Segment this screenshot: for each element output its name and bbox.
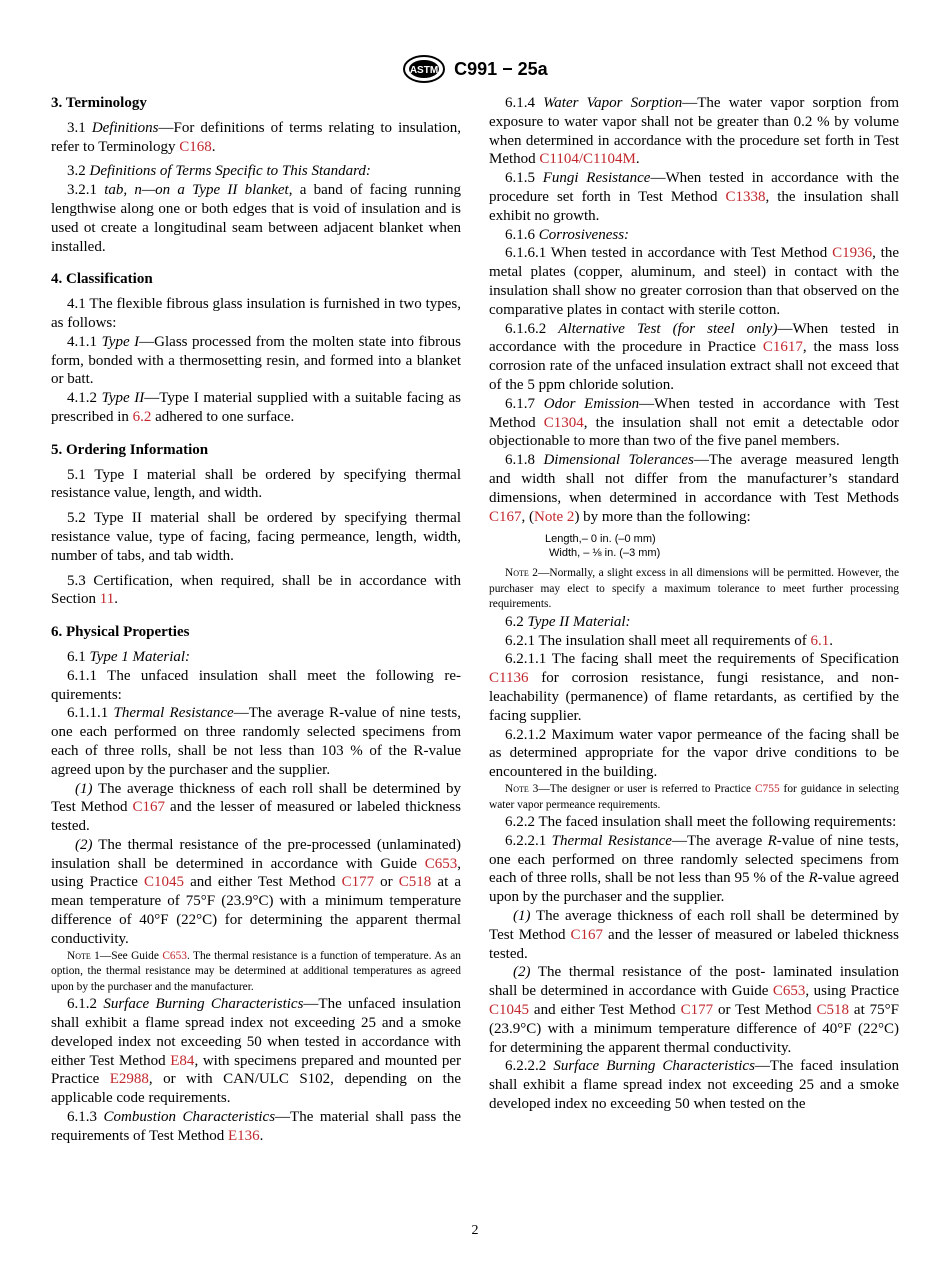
ref-e2988-link[interactable]: E2988 [109, 1071, 149, 1088]
para-6-1-4: 6.1.4 Water Vapor Sorption—The water vapor sorption from exposure to water vapor shall not be greater than 0.2 % by volume when determined in accordance with the procedure set forth in Test Method C1104/C1104M. [489, 95, 899, 168]
ref-c167-faced-link[interactable]: C167 [570, 926, 604, 943]
para-3-2-1: 3.2.1 tab, n—on a Type II blanket, a band of facing running lengthwise along one or both edges that is void of insulation and is used ot create a longitudinal seam between adjacent blanket when installed. [51, 182, 462, 255]
note-3: Note 3—The designer or user is referred to Practice C755 for guidance in selecting water vapor permeance requirements. [489, 783, 899, 811]
page-number: 2 [471, 1223, 479, 1238]
ref-c1304-link[interactable]: C1304 [543, 414, 584, 431]
para-6-2-2-2: 6.2.2.2 Surface Burning Characteristics—The faced insulation shall exhibit a flame spread index not exceeding 25 and a smoke developed index no exceeding 50 when tested on the [489, 1058, 899, 1112]
para-3-1: 3.1 Definitions—For definitions of terms relating to insulation, refer to Terminology C168. [51, 119, 462, 155]
para-6-2-2-1-item-2: (2) The thermal resistance of the post- laminated insulation shall be determined in accordance with Guide C653, using Practice C1045 and either Test Method C177 or Test Method C518 at 75°F (23.9°C) with a minimum temperature difference of 40°F (22°C) for determining the apparent thermal conductivity. [489, 964, 899, 1056]
document-id: C991 − 25a [454, 58, 548, 79]
ref-c1338-link[interactable]: C1338 [725, 188, 766, 205]
ref-c1045-faced-link[interactable]: C1045 [489, 1001, 530, 1018]
para-4-1-2: 4.1.2 Type II—Type I material supplied with a suitable facing as prescribed in 6.2 adhered to one surface. [51, 390, 461, 425]
para-4-1-1: 4.1.1 Type I—Glass processed from the molten state into fibrous form, bonded with a thermosetting resin, and formed into a blanket or batt. [51, 333, 462, 388]
para-6-1-2: 6.1.2 Surface Burning Characteristics—The unfaced insulation shall exhibit a flame spread index not exceeding 25 and a smoke developed index not exceeding 50 when tested in accordance with either Test Method E84, with specimens prepared and mounted per Practice E2988, or with CAN/ULC S102, depending on the applicable code requirements. [51, 996, 461, 1107]
para-5-1: 5.1 Type I material shall be ordered by specifying thermal resistance value, length, and width. [51, 466, 461, 502]
ref-note-2-link[interactable]: Note 2 [534, 508, 575, 525]
para-6-1-3: 6.1.3 Combustion Characteristics—The material shall pass the requirements of Test Method E136. [51, 1108, 461, 1144]
para-6-1-1-1: 6.1.1.1 Thermal Resistance—The average R-value of nine tests, one each performed on three randomly selected specimens from each of three rolls, shall be not less than 103 % of the R-value agreed upon by the purchaser and the supplier. [51, 705, 462, 778]
ref-6-1-link[interactable]: 6.1 [810, 632, 830, 649]
para-5-3: 5.3 Certification, when required, shall be in accordance with Section 11. [51, 572, 461, 608]
para-5-2: 5.2 Type II material shall be ordered by specifying thermal resistance value, type of facing, facing permeance, length, width, number of tabs, and tab width. [51, 510, 461, 564]
note-2: Note 2—Normally, a slight excess in all dimensions will be permitted. However, the purchaser may elect to specify a maximum tolerance to meet further processing requirements. [489, 567, 899, 611]
para-6-2-2: 6.2.2 The faced insulation shall meet the following requirements: [505, 814, 897, 830]
para-6-1-5: 6.1.5 Fungi Resistance—When tested in accordance with the procedure set forth in Test Method C1338, the insulation shall exhibit no growth. [489, 170, 900, 224]
ref-c653-link[interactable]: C653 [424, 855, 458, 872]
svg-text:ASTM: ASTM [410, 65, 439, 76]
para-6-1-6-1: 6.1.6.1 When tested in accordance with Test Method C1936, the metal plates (copper, aluminum, and steel) in contact with the insulation shall show no greater corrosion than that observed on the comparative plates in contact with sterile cotton. [489, 245, 899, 318]
para-6-2-1-2: 6.2.1.2 Maximum water vapor permeance of the facing shall be as determined appropriate for the vapor drive conditions to be encountered in the building. [489, 726, 899, 781]
para-6-1-1-1-item-2: (2) The thermal resistance of the pre-processed (unlaminated) insulation shall be determined in accordance with Guide C653, using Practice C1045 and either Test Method C177 or C518 at a mean temperature of 75°F (23.9°C) with a minimum temperature difference of 40°F (22°C) for determining the apparent thermal conductivity. [51, 836, 462, 947]
ref-section-11-link[interactable]: 11 [99, 591, 115, 608]
ref-c167-link[interactable]: C167 [132, 799, 166, 816]
ref-c1104-link[interactable]: C1104/C1104M [539, 151, 636, 168]
para-3-2: 3.2 Definitions of Terms Specific to This Standard: [67, 163, 371, 180]
right-column [489, 94, 899, 1114]
para-6-1-7: 6.1.7 Odor Emission—When tested in accordance with Test Method C1304, the insulation shall not emit a detectable odor objectionable to more than two of the five panel members. [489, 395, 899, 450]
para-6-1-6: 6.1.6 Corrosiveness: [505, 226, 630, 243]
ref-e84-link[interactable]: E84 [170, 1052, 195, 1069]
para-6-2-2-1-item-1: (1) The average thickness of each roll shall be determined by Test Method C167 and the lesser of measured or labeled thickness tested. [489, 907, 899, 962]
para-4-1: 4.1 The flexible fibrous glass insulation is furnished in two types, as follows: [51, 296, 461, 331]
left-column [51, 94, 461, 1146]
ref-c653-faced-link[interactable]: C653 [772, 983, 806, 1000]
ref-c1136-link[interactable]: C1136 [489, 670, 529, 687]
para-6-2-2-1: 6.2.2.1 Thermal Resistance—The average R-value of nine tests, one each performed on three randomly selected specimens from each of three rolls, shall be not less than 95 % of the R-value agreed upon by the purchaser and the supplier. [489, 832, 900, 906]
para-6-2: 6.2 Type II Material: [505, 613, 631, 630]
ref-c167-dim-link[interactable]: C167 [489, 508, 522, 525]
para-6-2-1: 6.2.1 The insulation shall meet all requirements of 6.1. [505, 632, 833, 649]
para-6-2-1-1: 6.2.1.1 The facing shall meet the requirements of Specification C1136 for corrosion resistance, fungi resistance, and non-leachability (permanence) of flame retardants, as certified by the facing supplier. [489, 651, 899, 724]
ref-c1936-link[interactable]: C1936 [832, 245, 873, 262]
note-1: Note 1—See Guide C653. The thermal resistance is a function of temperature. As an option, the thermal resistance may be determined at additional temperatures as agreed upon by the purchaser and the manufacturer. [51, 949, 461, 993]
ref-6-2-link[interactable]: 6.2 [132, 408, 152, 425]
tolerance-length: Length,– 0 in. (–0 mm) [545, 533, 656, 546]
tolerance-width: Width, – ⅛ in. (–3 mm) [549, 547, 661, 560]
ref-e136-link[interactable]: E136 [227, 1127, 260, 1144]
para-6-1-8: 6.1.8 Dimensional Tolerances—The average measured length and width shall not differ from the manufacturer’s standard dimensions, when determined in accordance with Test Methods C167, (Note 2) by more than the following: [489, 452, 899, 525]
para-6-1-1-1-item-1: (1) The average thickness of each roll shall be determined by Test Method C167 and the lesser of measured or labeled thickness tested. [51, 780, 461, 835]
ref-c168-link[interactable]: C168 [179, 138, 212, 155]
astm-logo-icon [402, 54, 446, 84]
section-5-title: 5. Ordering Information [51, 441, 209, 458]
page-header [0, 54, 950, 88]
para-6-1-1: 6.1.1 The unfaced insulation shall meet the following requirements: [51, 667, 461, 703]
section-4-title: 4. Classification [51, 271, 153, 288]
ref-c653-note-link[interactable]: C653 [162, 949, 187, 962]
section-3-title: 3. Terminology [51, 95, 147, 111]
ref-c755-link[interactable]: C755 [754, 783, 780, 795]
ref-c177-link[interactable]: C177 [341, 874, 375, 891]
section-6-title: 6. Physical Properties [51, 624, 190, 641]
ref-c518-faced-link[interactable]: C518 [816, 1001, 849, 1018]
tolerance-list [545, 532, 899, 560]
ref-c1617-link[interactable]: C1617 [762, 339, 803, 356]
ref-c1045-link[interactable]: C1045 [144, 874, 185, 891]
ref-c518-link[interactable]: C518 [398, 874, 432, 891]
para-6-1-6-2: 6.1.6.2 Alternative Test (for steel only)—When tested in accordance with the procedure in Practice C1617, the mass loss corrosion rate of the unfaced insulation extract shall not exceed that of the 5 ppm chloride solution. [489, 320, 899, 393]
para-6-1: 6.1 Type 1 Material: [67, 648, 191, 665]
ref-c177-faced-link[interactable]: C177 [680, 1001, 714, 1018]
